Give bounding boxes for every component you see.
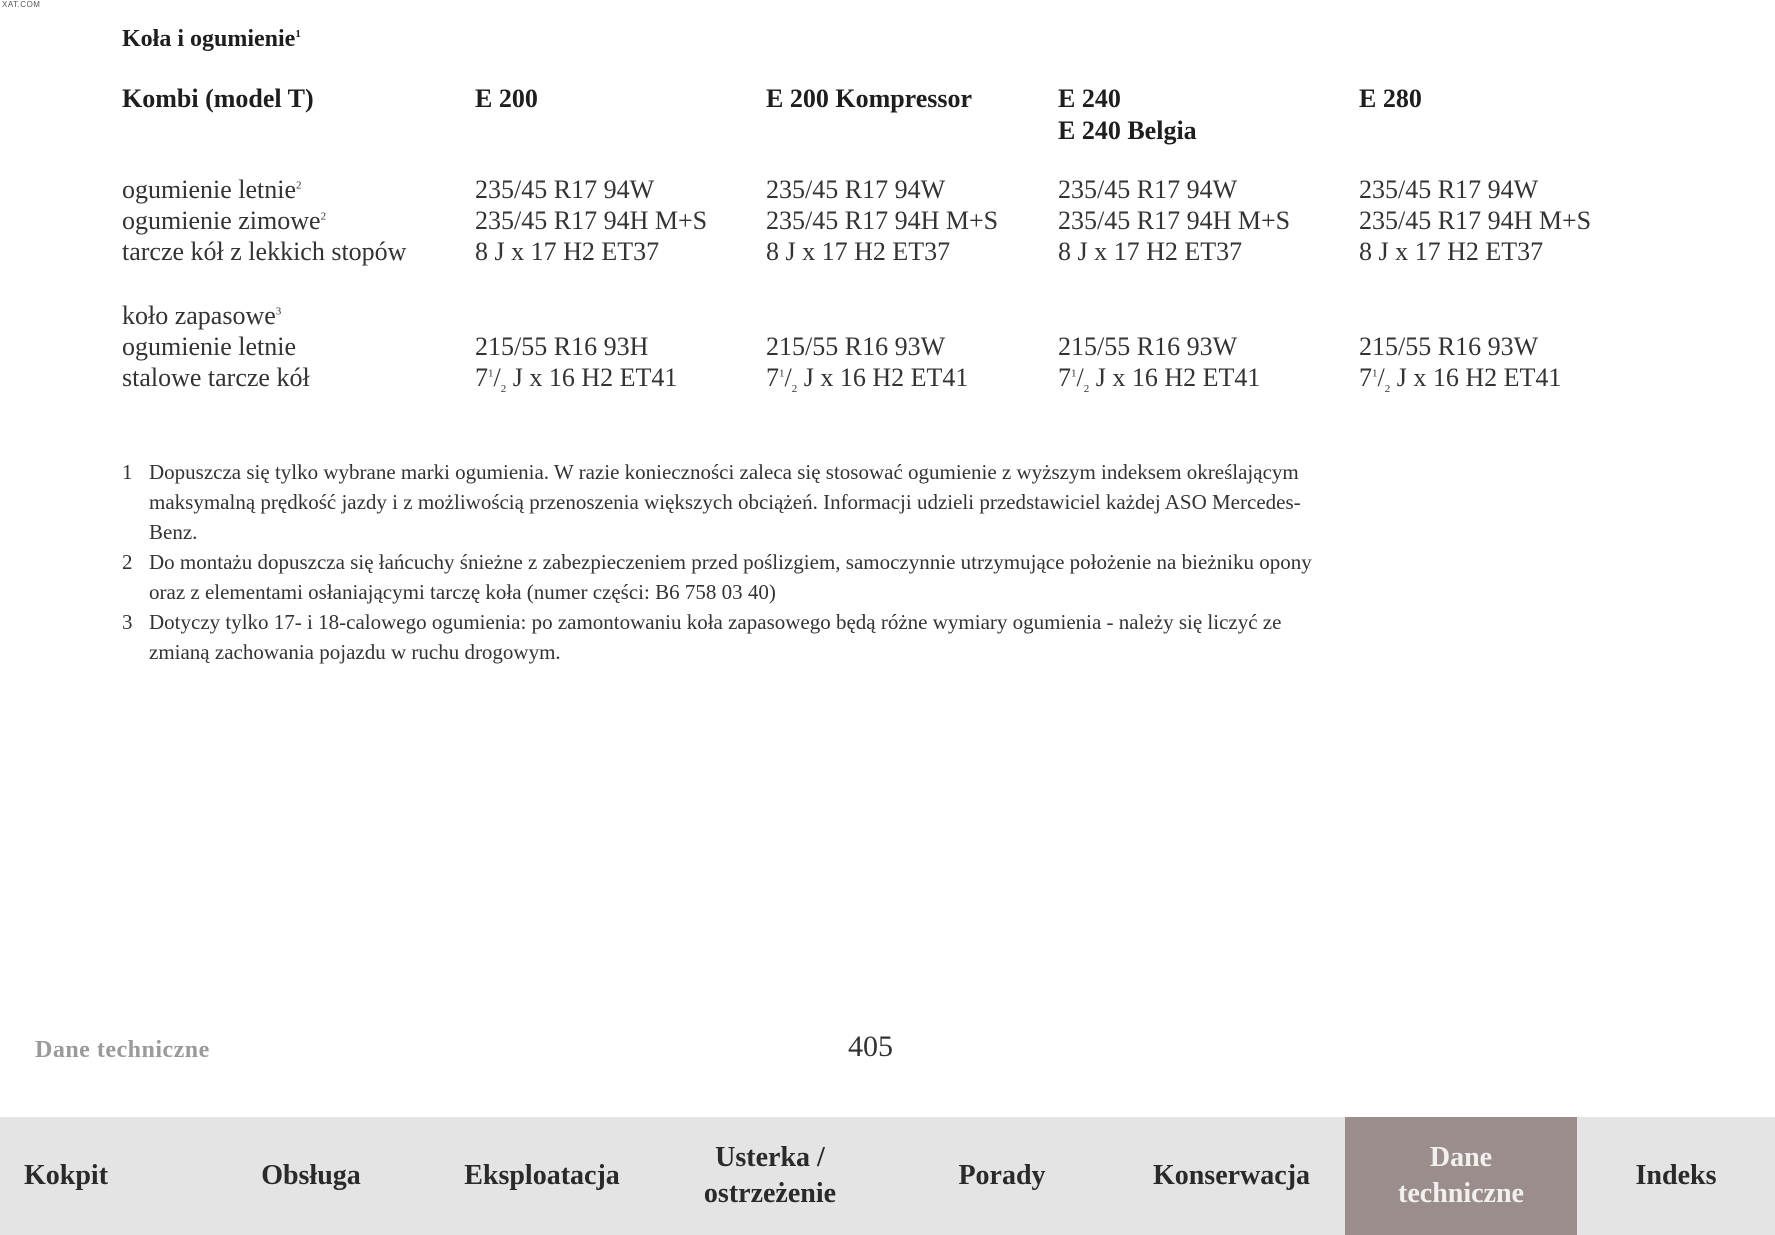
group1-col-e240: 235/45 R17 94W 235/45 R17 94H M+S 8 J x 17 H2 ET37 bbox=[1058, 175, 1291, 266]
group2-col-e280: 215/55 R16 93W $7^1/_2$ J x 16 H2 ET41 bbox=[1359, 332, 1562, 396]
tab-obsluga[interactable]: Obsługa bbox=[192, 1117, 430, 1235]
page-number: 405 bbox=[848, 1030, 893, 1063]
group1-col-e280: 235/45 R17 94W 235/45 R17 94H M+S 8 J x 17 H2 ET37 bbox=[1359, 175, 1592, 266]
tab-kokpit[interactable]: Kokpit bbox=[0, 1117, 192, 1235]
tab-porady[interactable]: Porady bbox=[886, 1117, 1118, 1235]
chapter-nav bbox=[0, 1117, 1775, 1235]
group1-labels bbox=[122, 174, 406, 267]
label-winter-tyres: ogumienie zimowe$^2$ bbox=[122, 206, 327, 235]
group2-col-e240: 215/55 R16 93W $7^1/_2$ J x 16 H2 ET41 bbox=[1058, 332, 1261, 396]
tab-dane-techniczne[interactable]: Dane techniczne bbox=[1345, 1117, 1577, 1235]
label-steel-rims: stalowe tarcze kół bbox=[122, 363, 310, 392]
group2-col-e200-kompressor: 215/55 R16 93W $7^1/_2$ J x 16 H2 ET41 bbox=[766, 332, 969, 396]
footer-section-name: Dane techniczne bbox=[35, 1037, 210, 1063]
label-summer-tyres: ogumienie letnie$^2$ bbox=[122, 175, 302, 204]
group2-col-e200: 215/55 R16 93H $7^1/_2$ J x 16 H2 ET41 bbox=[475, 332, 678, 396]
label-alloy-rims: tarcze kół z lekkich stopów bbox=[122, 237, 407, 266]
label-summer-tyres-spare: ogumienie letnie bbox=[122, 332, 297, 361]
watermark: XAT.COM bbox=[2, 0, 41, 9]
tab-eksploatacja[interactable]: Eksploatacja bbox=[430, 1117, 654, 1235]
column-header-e200: E 200 bbox=[475, 84, 538, 113]
column-header-e200-kompressor: E 200 Kompressor bbox=[766, 84, 973, 113]
group1-col-e200-kompressor: 235/45 R17 94W 235/45 R17 94H M+S 8 J x 17 H2 ET37 bbox=[766, 175, 999, 266]
group2-labels bbox=[122, 300, 310, 393]
column-header-e280: E 280 bbox=[1359, 84, 1422, 113]
group1-col-e200: 235/45 R17 94W 235/45 R17 94H M+S 8 J x 17 H2 ET37 bbox=[475, 175, 708, 266]
tab-indeks[interactable]: Indeks bbox=[1577, 1117, 1775, 1235]
label-spare-wheel: koło zapasowe$^3$ bbox=[122, 301, 282, 330]
footnotes bbox=[122, 457, 1322, 667]
column-header-e240: E 240 E 240 Belgia bbox=[1058, 84, 1197, 145]
footnote-1: 1 Dopuszcza się tylko wybrane marki ogumienia. W razie konieczności zaleca się stosować ogumienie z wyższym indeksem określającym maksymalną prędkość jazdy i z możliwością przenoszenia większych obciążeń. Informacji udzieli przedstawiciel każdej ASO Mercedes-Benz. bbox=[122, 460, 1301, 544]
tab-konserwacja[interactable]: Konserwacja bbox=[1118, 1117, 1345, 1235]
footnote-3: 3 Dotyczy tylko 17- i 18-calowego ogumienia: po zamontowaniu koła zapasowego będą różne wymiary ogumienia - należy się liczyć ze zmianą zachowania pojazdu w ruchu drogowym. bbox=[122, 610, 1282, 664]
footnote-2: 2 Do montażu dopuszcza się łańcuchy śnieżne z zabezpieczeniem przed poślizgiem, samoczynnie utrzymujące położenie na bieżniku opony oraz z elementami osłaniającymi tarczę koła (numer części: B6 758 03 40) bbox=[122, 550, 1312, 604]
table-header-label: Kombi (model T) bbox=[122, 84, 314, 113]
section-title: Koła i ogumienie$^1$ bbox=[122, 26, 301, 52]
tab-usterka-ostrzezenie[interactable]: Usterka / ostrzeżenie bbox=[654, 1117, 886, 1235]
